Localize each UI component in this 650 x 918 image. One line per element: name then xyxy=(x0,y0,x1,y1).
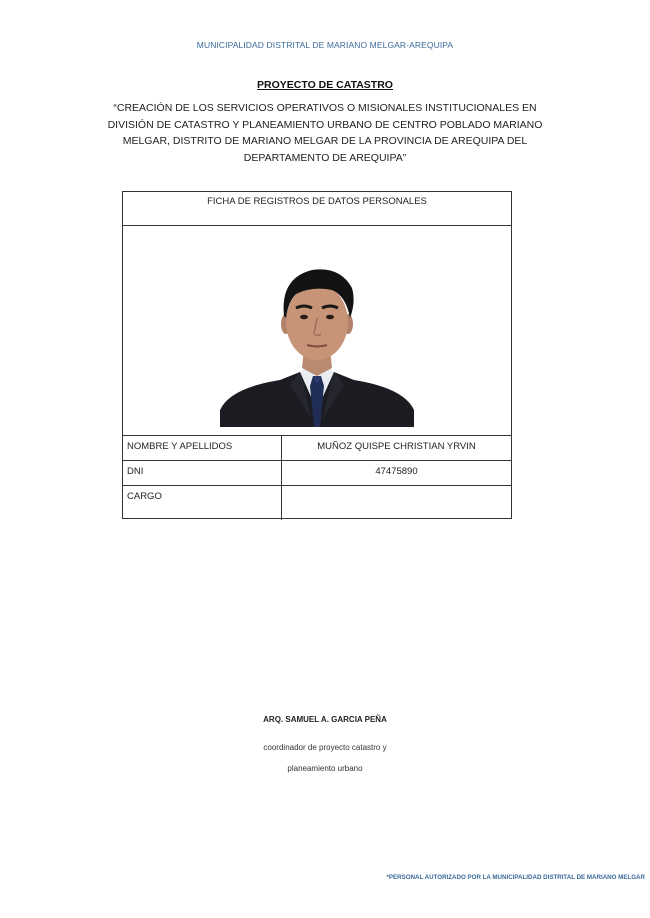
photo-cell xyxy=(123,226,511,436)
signer-role-line2: planeamiento urbano xyxy=(287,764,363,773)
name-value: MUÑOZ QUISPE CHRISTIAN YRVIN xyxy=(317,441,476,452)
institution-header: MUNICIPALIDAD DISTRITAL DE MARIANO MELGAR-AREQUIPA xyxy=(196,40,454,50)
signer-role xyxy=(0,737,650,779)
name-label: NOMBRE Y APELLIDOS xyxy=(123,436,282,460)
person-photo-icon xyxy=(220,260,414,427)
cargo-value xyxy=(282,486,511,520)
table-row xyxy=(123,486,511,520)
id-photo xyxy=(220,260,414,427)
signer-role-line1: coordinador de proyecto catastro y xyxy=(263,743,387,752)
signer-name: ARQ. SAMUEL A. GARCIA PEÑA xyxy=(263,715,387,724)
table-row xyxy=(123,436,511,461)
dni-value: 47475890 xyxy=(375,466,418,477)
personal-data-form xyxy=(122,191,512,519)
project-title: PROYECTO DE CATASTRO xyxy=(257,79,393,91)
form-title: FICHA DE REGISTROS DE DATOS PERSONALES xyxy=(123,192,511,226)
authorization-footer: *PERSONAL AUTORIZADO POR LA MUNICIPALIDAD DISTRITAL DE MARIANO MELGAR xyxy=(386,874,645,881)
cargo-label: CARGO xyxy=(123,486,282,520)
project-description: “CREACIÓN DE LOS SERVICIOS OPERATIVOS O MISIONALES INSTITUCIONALES EN DIVISIÓN DE CATASTRO Y PLANEAMIENTO URBANO DE CENTRO POBLADO MARIANO MELGAR, DISTRITO DE MARIANO MELGAR DE LA PROVINCIA DE AREQUIPA DEL DEPARTAMENTO DE AREQUIPA” xyxy=(107,102,543,164)
table-row xyxy=(123,461,511,486)
dni-label: DNI xyxy=(123,461,282,485)
